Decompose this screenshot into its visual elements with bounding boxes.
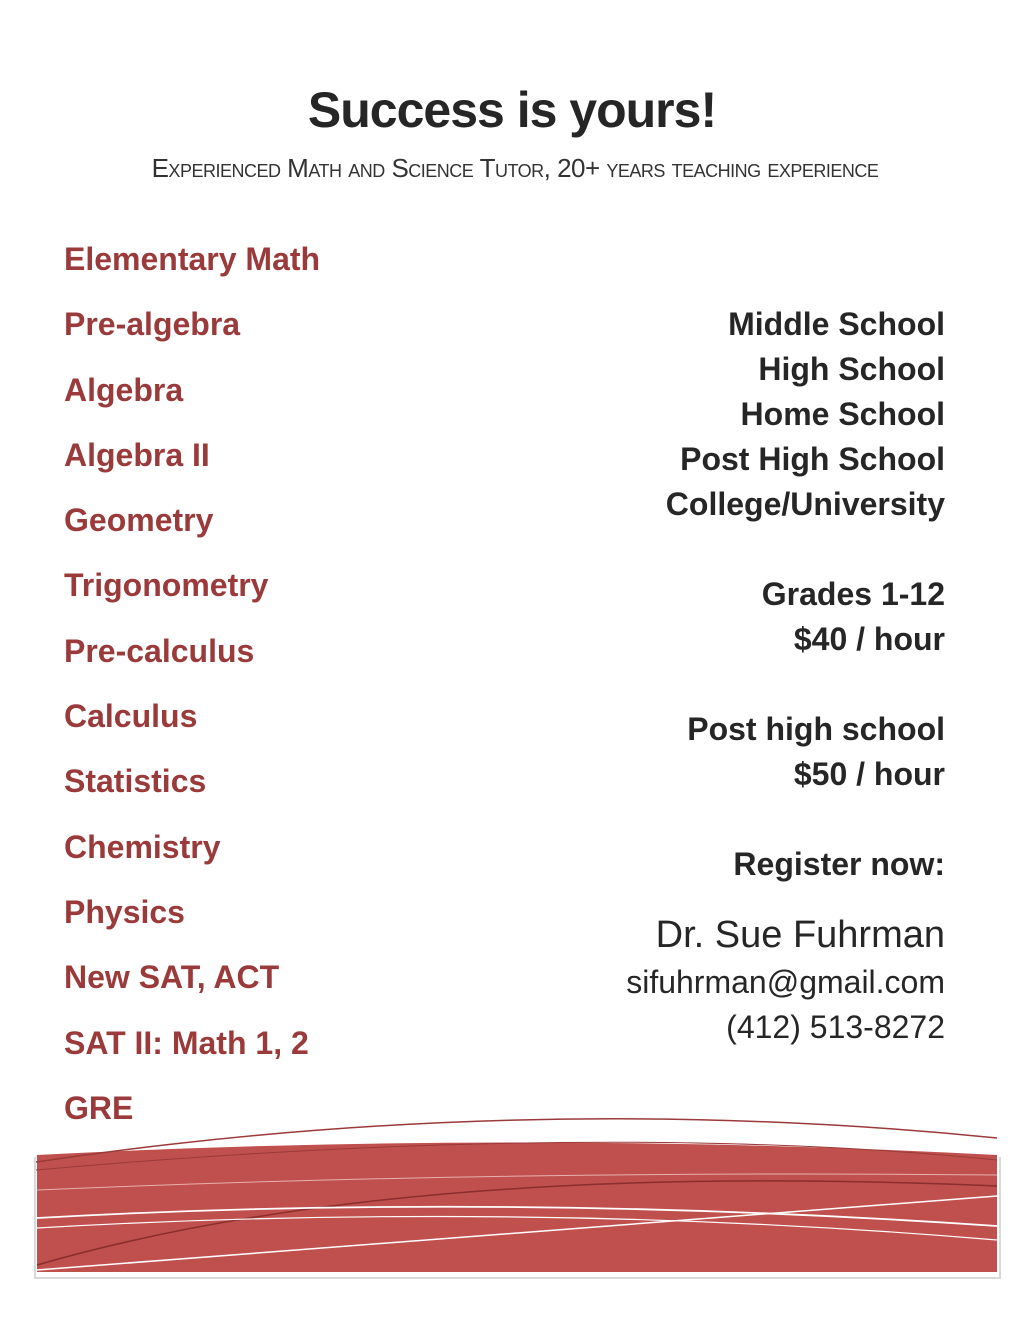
subject-item: Elementary Math [64, 241, 321, 277]
phone-number[interactable]: (412) 513-8272 [726, 1009, 945, 1045]
subject-item: Physics [64, 893, 185, 930]
subject-item: Calculus [64, 698, 198, 735]
subject-item: Trigonometry [64, 567, 269, 604]
spacer [626, 662, 945, 707]
subject-item: Algebra II [64, 436, 210, 473]
price-tier-rate: $40 / hour [793, 621, 945, 657]
tutor-name: Dr. Sue Fuhrman [655, 914, 945, 956]
subject-item: Geometry [64, 502, 214, 539]
level-item: High School [758, 351, 945, 387]
subjects-list [64, 236, 320, 1150]
price-tier-label: Post high school [687, 711, 945, 747]
subject-item: Algebra [64, 371, 184, 408]
spacer [626, 797, 945, 842]
level-item: College/University [665, 486, 945, 522]
price-tier-label: Grades 1-12 [761, 576, 945, 612]
level-item: Post High School [680, 441, 945, 477]
price-tier-rate: $50 / hour [793, 756, 945, 792]
level-item: Home School [740, 396, 945, 432]
spacer [626, 527, 945, 572]
page-subtitle: Experienced Math and Science Tutor, 20+ years teaching experience [151, 153, 879, 183]
subject-item: GRE [64, 1089, 134, 1126]
subject-item: Pre-calculus [64, 632, 255, 669]
subject-item: Pre-algebra [64, 306, 241, 343]
details-column [626, 302, 945, 1050]
subject-item: New SAT, ACT [64, 959, 280, 996]
spacer [626, 887, 945, 910]
subject-item: SAT II: Math 1, 2 [64, 1024, 309, 1061]
subject-item: Chemistry [64, 828, 221, 865]
register-cta: Register now: [733, 846, 945, 882]
email-link[interactable]: sifuhrman@gmail.com [626, 964, 945, 1000]
subject-item: Statistics [64, 763, 207, 800]
decorative-banner [0, 1100, 1024, 1300]
level-item: Middle School [728, 306, 945, 342]
page-title: Success is yours! [307, 82, 717, 138]
